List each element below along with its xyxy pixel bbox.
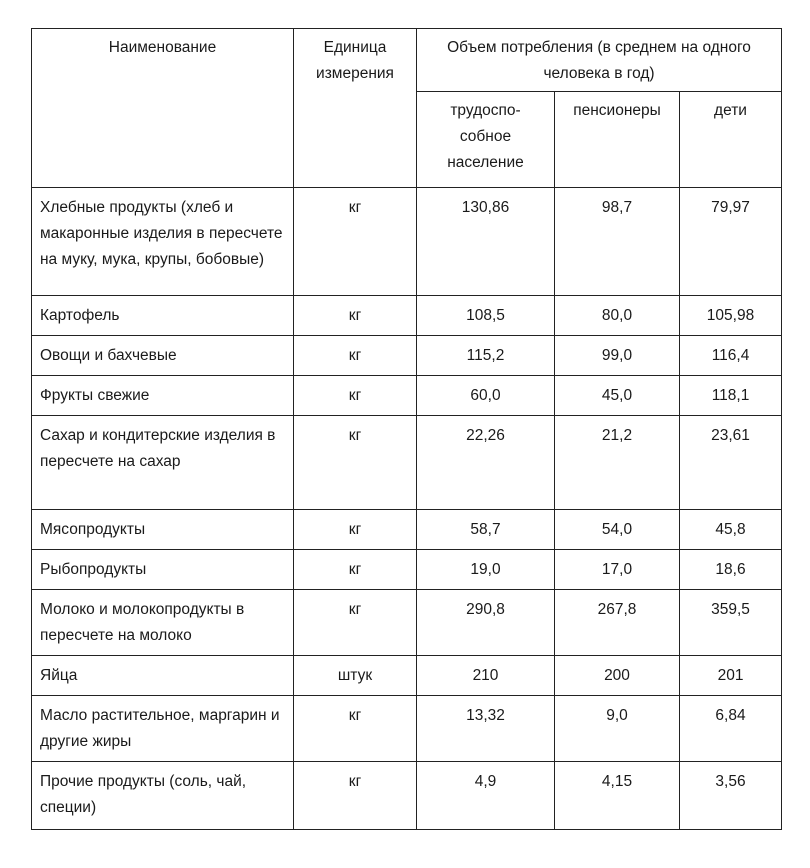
row-value-working: 290,8	[417, 590, 555, 656]
row-value-working: 13,32	[417, 696, 555, 762]
row-value-working: 58,7	[417, 510, 555, 550]
row-value-pensioners: 80,0	[555, 296, 680, 336]
row-value-pensioners: 98,7	[555, 188, 680, 296]
row-name: Картофель	[32, 296, 294, 336]
header-unit: Единица измерения	[294, 29, 417, 188]
row-unit: кг	[294, 296, 417, 336]
row-value-children: 105,98	[680, 296, 782, 336]
row-value-children: 6,84	[680, 696, 782, 762]
row-value-pensioners: 267,8	[555, 590, 680, 656]
table-row	[32, 762, 782, 830]
table-row	[32, 550, 782, 590]
row-value-pensioners: 9,0	[555, 696, 680, 762]
row-name: Масло растительное, маргарин и другие жиры	[32, 696, 294, 762]
row-name: Мясопродукты	[32, 510, 294, 550]
table-row	[32, 656, 782, 696]
row-name: Молоко и молокопродукты в пересчете на молоко	[32, 590, 294, 656]
row-value-children: 3,56	[680, 762, 782, 830]
row-name: Сахар и кондитерские изделия в пересчете на сахар	[32, 416, 294, 510]
row-value-children: 23,61	[680, 416, 782, 510]
header-group-pensioners: пенсионеры	[555, 92, 680, 188]
table-row	[32, 510, 782, 550]
row-value-working: 4,9	[417, 762, 555, 830]
table-row	[32, 696, 782, 762]
header-group-working: трудоспо-собное население	[417, 92, 555, 188]
row-value-working: 22,26	[417, 416, 555, 510]
row-unit: кг	[294, 376, 417, 416]
row-value-working: 210	[417, 656, 555, 696]
header-group-children: дети	[680, 92, 782, 188]
row-value-pensioners: 21,2	[555, 416, 680, 510]
table-row	[32, 296, 782, 336]
row-value-working: 115,2	[417, 336, 555, 376]
row-value-working: 19,0	[417, 550, 555, 590]
table-row	[32, 376, 782, 416]
row-unit: кг	[294, 188, 417, 296]
row-value-pensioners: 45,0	[555, 376, 680, 416]
row-value-working: 60,0	[417, 376, 555, 416]
row-name: Хлебные продукты (хлеб и макаронные изделия в пересчете на муку, мука, крупы, бобовые)	[32, 188, 294, 296]
row-name: Прочие продукты (соль, чай, специи)	[32, 762, 294, 830]
table-row	[32, 416, 782, 510]
row-value-pensioners: 4,15	[555, 762, 680, 830]
row-name: Овощи и бахчевые	[32, 336, 294, 376]
row-unit: кг	[294, 762, 417, 830]
row-unit: кг	[294, 336, 417, 376]
row-value-working: 130,86	[417, 188, 555, 296]
header-name: Наименование	[32, 29, 294, 188]
row-unit: кг	[294, 510, 417, 550]
row-unit: кг	[294, 416, 417, 510]
row-value-children: 45,8	[680, 510, 782, 550]
row-unit: кг	[294, 696, 417, 762]
row-value-pensioners: 54,0	[555, 510, 680, 550]
row-unit: штук	[294, 656, 417, 696]
row-value-children: 201	[680, 656, 782, 696]
row-value-children: 116,4	[680, 336, 782, 376]
row-name: Фрукты свежие	[32, 376, 294, 416]
row-value-children: 18,6	[680, 550, 782, 590]
row-value-working: 108,5	[417, 296, 555, 336]
table-row	[32, 188, 782, 296]
row-name: Рыбопродукты	[32, 550, 294, 590]
table-row	[32, 590, 782, 656]
row-unit: кг	[294, 550, 417, 590]
consumption-table	[31, 28, 782, 830]
row-value-pensioners: 17,0	[555, 550, 680, 590]
row-value-children: 79,97	[680, 188, 782, 296]
row-value-pensioners: 99,0	[555, 336, 680, 376]
row-value-pensioners: 200	[555, 656, 680, 696]
table-row	[32, 336, 782, 376]
row-name: Яйца	[32, 656, 294, 696]
row-value-children: 118,1	[680, 376, 782, 416]
header-volume: Объем потребления (в среднем на одного человека в год)	[417, 29, 782, 92]
row-value-children: 359,5	[680, 590, 782, 656]
row-unit: кг	[294, 590, 417, 656]
